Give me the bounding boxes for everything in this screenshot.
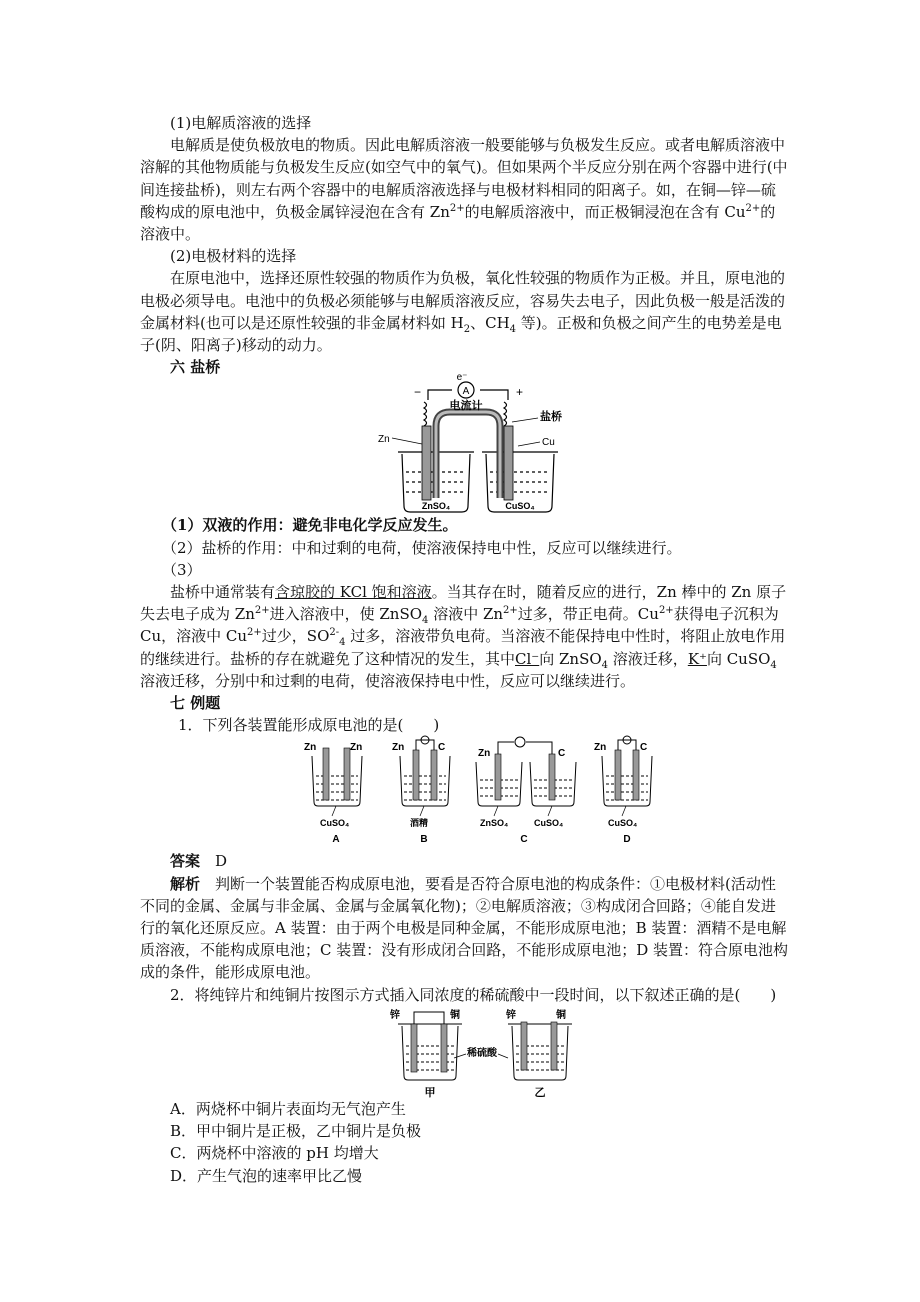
d-right-label: C <box>640 742 648 754</box>
a-solution: CuSO₄ <box>320 818 350 829</box>
option-d[interactable]: D．产生气泡的速率甲比乙慢 <box>170 1166 363 1185</box>
electrolyte-heading: (1)电解质溶液的选择 <box>170 114 312 132</box>
c-option-label: C <box>520 834 528 846</box>
electrolyte-paragraph: 电解质是使负极放电的物质。因此电解质溶液一般要能够与负极发生反应。或者电解质溶液中溶解的其他物质能与负极发生反应(如空气中的氧气)。但如果两个半反应分别在两个容器中进行(中间连接盐桥)，则左右两个容器中的电解质溶液选择与电极材料相同的阳离子。如，在铜—锌—硫酸构成的原电池中，负极金属锌浸泡在含有 $Zn^{2+}$的电解质溶液中，而正极铜浸泡在含有 $Cu^{2+}$的溶液中。 <box>140 136 788 244</box>
galvanometer-label: 电流计 <box>449 400 483 413</box>
question-2-diagram <box>140 1006 790 1098</box>
cuso4-label: CuSO₄ <box>505 501 535 512</box>
salt-bridge-label: 盐桥 <box>540 411 562 424</box>
option-c[interactable]: C．两烧杯中溶液的 pH 均增大 <box>170 1144 379 1163</box>
point-salt-bridge: （2）盐桥的作用：中和过剩的电荷，使溶液保持电中性，反应可以继续进行。 <box>162 538 682 557</box>
salt-bridge-heading: 六 盐桥 <box>170 358 221 377</box>
document-page <box>140 112 790 1187</box>
label-yi: 乙 <box>534 1086 546 1099</box>
cu-label: Cu <box>542 437 555 449</box>
a-option-label: A <box>332 834 340 846</box>
b-solution: 酒精 <box>410 818 429 829</box>
zn-label: Zn <box>378 434 390 446</box>
option-a[interactable]: A．两烧杯中铜片表面均无气泡产生 <box>170 1099 406 1118</box>
electron-label: e⁻ <box>456 372 468 384</box>
c-solution-right: CuSO₄ <box>534 818 564 829</box>
c-left-label: Zn <box>478 748 491 760</box>
plus-sign: + <box>516 385 524 400</box>
salt-bridge-diagram <box>140 372 790 514</box>
question-1-diagram <box>140 736 790 844</box>
d-option-label: D <box>623 834 631 846</box>
point-three: （3） <box>162 560 202 579</box>
a-left-label: Zn <box>304 742 317 754</box>
d-solution: CuSO₄ <box>608 818 638 829</box>
option-b[interactable]: B．甲中铜片是正极，乙中铜片是负极 <box>170 1122 422 1141</box>
copper-label-1: 铜 <box>450 1009 460 1021</box>
point-double-solution: （1）双液的作用：避免非电化学反应发生。 <box>162 516 458 535</box>
question-1: 1．下列各装置能形成原电池的是( ) <box>178 716 440 735</box>
c-solution-left: ZnSO₄ <box>480 818 509 829</box>
a-right-label: Zn <box>350 742 363 754</box>
b-left-label: Zn <box>392 742 405 754</box>
minus-sign: − <box>414 385 422 400</box>
examples-heading: 七 例题 <box>170 694 221 713</box>
copper-label-2: 铜 <box>556 1009 566 1021</box>
znso4-label: ZnSO₄ <box>421 501 451 512</box>
b-option-label: B <box>420 834 428 846</box>
zinc-label-2: 锌 <box>506 1009 516 1021</box>
ammeter-symbol: A <box>462 386 470 398</box>
zinc-label-1: 锌 <box>390 1009 400 1021</box>
electrode-paragraph: 在原电池中，选择还原性较强的物质作为负极，氧化性较强的物质作为正极。并且，原电池的电极必须导电。电池中的负极必须能够与电解质溶液反应，容易失去电子，因此负极一般是活泼的金属材料(也可以是还原性较强的非金属材料如 $H_2$、$CH_4$ 等)。正极和负极之间产生的电势差是电子(阴、阳离子)移动的动力。 <box>140 269 786 355</box>
c-right-label: C <box>558 748 566 760</box>
electrode-heading: (2)电极材料的选择 <box>170 247 297 266</box>
dilute-acid-label: 稀硫酸 <box>467 1047 497 1059</box>
d-left-label: Zn <box>594 742 607 754</box>
b-right-label: C <box>438 742 446 754</box>
question-2: 2．将纯锌片和纯铜片按图示方式插入同浓度的稀硫酸中一段时间，以下叙述正确的是( ) <box>170 985 777 1004</box>
label-jia: 甲 <box>424 1086 436 1099</box>
question-1-analysis: 解析 判断一个装置能否构成原电池，要看是否符合原电池的构成条件：①电极材料(活动性不同的金属、金属与非金属、金属与金属氧化物)；②电解质溶液；③构成闭合回路；④能自发进行的氧化还原反应。A 装置：由于两个电极是同种金属，不能形成原电池；B 装置：酒精不是电解质溶液，不能构成原电池；C 装置：没有形成闭合回路，不能形成原电池；D 装置：符合原电池构成的条件，能形成原电池。 <box>140 874 789 982</box>
salt-bridge-paragraph: 盐桥中通常装有含琼胶的 KCl 饱和溶液。当其存在时，随着反应的进行，Zn 棒中的 Zn 原子失去电子成为 $Zn^{2+}$进入溶液中，使 ZnSO$_4$ 溶液中 $Zn^{2+}$过多，带正电荷。$Cu^{2+}$获得电子沉积为 Cu，溶液中 $Cu^{2+}$过少，$SO^{2-}_4$ 过多，溶液带负电荷。当溶液不能保持电中性时，将阻止放电作用的继续进行。盐桥的存在就避免了这种情况的发生，其中Cl⁻向 ZnSO$_4$ 溶液迁移，K⁺向 CuSO$_4$ 溶液迁移，分别中和过剩的电荷，使溶液保持电中性，反应可以继续进行。 <box>140 583 787 690</box>
question-1-answer: 答案 D <box>170 852 228 871</box>
